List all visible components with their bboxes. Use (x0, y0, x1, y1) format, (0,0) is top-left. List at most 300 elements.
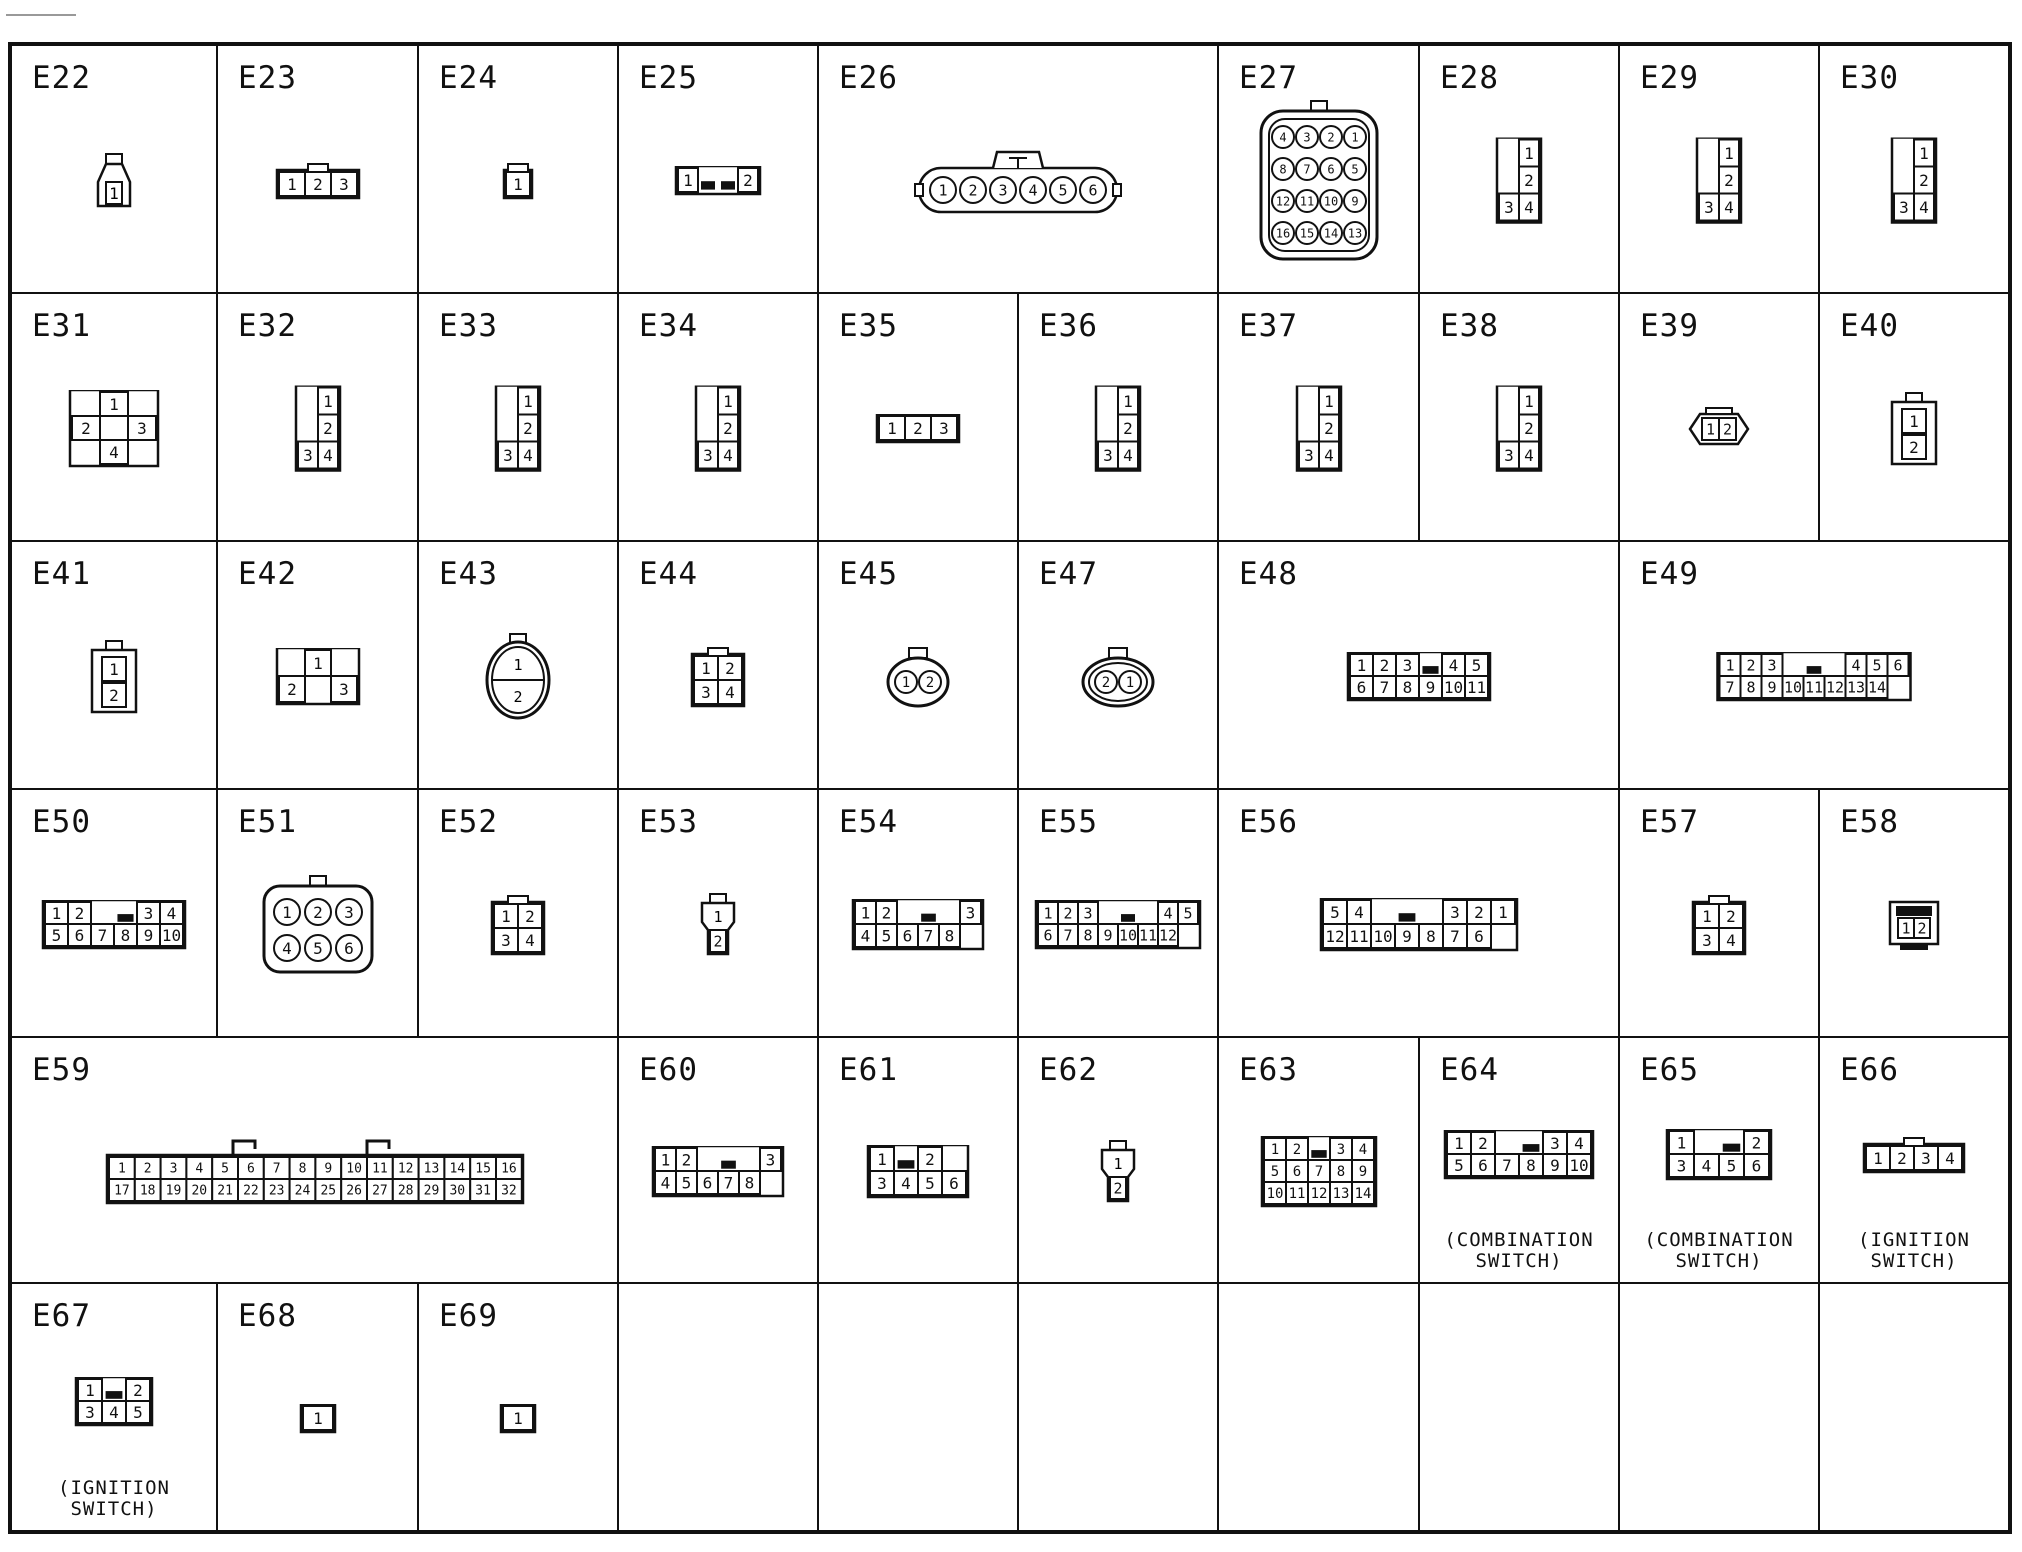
svg-text:2: 2 (322, 419, 333, 439)
connector-label: E54 (839, 804, 898, 840)
svg-text:9: 9 (1425, 678, 1435, 698)
latch-tab (106, 154, 122, 164)
svg-text:13: 13 (1347, 226, 1362, 241)
svg-text:3: 3 (302, 446, 313, 466)
pin-3 (498, 442, 518, 469)
svg-text:9: 9 (1550, 1156, 1560, 1176)
svg-text:7: 7 (97, 926, 108, 946)
connector-drawing-e52 (490, 894, 546, 956)
pin-4 (1846, 654, 1867, 676)
pin-1 (870, 1147, 894, 1171)
svg-text:9: 9 (1767, 678, 1777, 697)
connector-cell-e41 (12, 542, 218, 790)
connector-label: E40 (1840, 308, 1899, 344)
svg-text:4: 4 (1919, 198, 1929, 218)
connector-drawing-e41 (88, 639, 140, 715)
pin-circle (1320, 222, 1342, 244)
svg-text:6: 6 (1356, 678, 1366, 698)
pin-1 (1898, 918, 1914, 938)
pin-4 (1719, 194, 1739, 221)
pin-10 (1442, 676, 1465, 698)
pin-1 (503, 1406, 533, 1430)
svg-text:3: 3 (703, 446, 713, 466)
svg-text:7: 7 (1725, 678, 1735, 697)
svg-text:2: 2 (713, 932, 723, 951)
svg-text:2: 2 (312, 903, 323, 923)
connector-drawing-e45 (885, 646, 951, 708)
svg-text:2: 2 (1123, 419, 1133, 439)
pin-4 (894, 1171, 918, 1195)
connector-drawing-e30 (1890, 138, 1938, 225)
svg-text:4: 4 (1524, 446, 1534, 466)
svg-text:11: 11 (1804, 678, 1824, 697)
svg-text:2: 2 (1524, 419, 1534, 439)
svg-text:1: 1 (1043, 904, 1053, 923)
empty-cell (1019, 1284, 1219, 1530)
svg-text:3: 3 (765, 1150, 776, 1170)
svg-text:1: 1 (1901, 919, 1911, 938)
connector-drawing-e38 (1495, 386, 1543, 473)
pin-15 (470, 1157, 496, 1179)
pin-2 (1286, 1138, 1308, 1160)
svg-text:11: 11 (1348, 927, 1369, 947)
pin-7 (1308, 1160, 1330, 1182)
pin-2 (1890, 1146, 1914, 1170)
svg-text:1: 1 (312, 1409, 323, 1429)
pin-3 (1499, 442, 1519, 469)
pin-7 (1495, 1154, 1519, 1176)
pin-4 (1519, 442, 1539, 469)
connector-cell-e52 (419, 790, 619, 1038)
connector-drawing-e35 (875, 414, 961, 444)
connector-label: E57 (1640, 804, 1699, 840)
svg-text:2: 2 (723, 419, 733, 439)
svg-text:2: 2 (881, 903, 892, 923)
pin-2 (876, 901, 897, 924)
connector-cell-e40 (1820, 294, 2008, 542)
svg-text:2: 2 (1323, 419, 1334, 439)
svg-text:8: 8 (1336, 1164, 1345, 1181)
pin-4 (518, 928, 542, 952)
connector-label: E23 (238, 60, 297, 96)
svg-text:1: 1 (938, 181, 948, 200)
svg-text:7: 7 (723, 1173, 734, 1193)
svg-text:4: 4 (860, 926, 871, 946)
svg-text:7: 7 (1302, 162, 1311, 177)
svg-text:22: 22 (242, 1183, 259, 1199)
pin-11 (1347, 924, 1371, 948)
svg-text:1: 1 (1323, 392, 1334, 412)
svg-text:2: 2 (1524, 171, 1534, 191)
pin-2 (1467, 900, 1491, 924)
svg-text:1: 1 (1497, 903, 1508, 923)
svg-text:2: 2 (1726, 907, 1736, 927)
pin-8 (1419, 924, 1443, 948)
svg-text:4: 4 (166, 904, 177, 924)
svg-text:9: 9 (1401, 927, 1412, 947)
svg-text:2: 2 (1919, 171, 1929, 191)
svg-text:1: 1 (683, 171, 693, 191)
connector-label: E32 (238, 308, 297, 344)
svg-text:1: 1 (1350, 130, 1359, 145)
pin-6 (897, 924, 918, 947)
pin-2 (1902, 435, 1926, 459)
connector-label: E63 (1239, 1052, 1298, 1088)
connector-drawing-e60 (651, 1146, 785, 1198)
connector-cell-e51 (218, 790, 419, 1038)
connector-drawing-e29 (1695, 138, 1743, 225)
connector-label: E50 (32, 804, 91, 840)
connector-cell-e45 (819, 542, 1019, 790)
pin-11 (1286, 1182, 1308, 1204)
pin-5 (1264, 1160, 1286, 1182)
pin-2 (1319, 415, 1339, 442)
pin-1 (100, 392, 128, 416)
svg-text:2: 2 (286, 680, 297, 700)
connector-label: E59 (32, 1052, 91, 1088)
pin-4 (1519, 194, 1539, 221)
pin-9 (1762, 676, 1783, 698)
svg-text:3: 3 (85, 1403, 95, 1423)
connector-cell-e54 (819, 790, 1019, 1038)
pin-2 (1519, 415, 1539, 442)
pin-circle (990, 177, 1016, 203)
svg-text:10: 10 (1372, 927, 1393, 947)
pin-8 (1396, 676, 1419, 698)
pin-circle (1344, 222, 1366, 244)
pin-18 (134, 1179, 160, 1201)
pin-2 (1914, 167, 1934, 194)
svg-text:16: 16 (1275, 226, 1290, 241)
connector-drawing-e53 (698, 892, 738, 958)
connector-label: E28 (1440, 60, 1499, 96)
pin-7 (1443, 924, 1467, 948)
svg-text:20: 20 (190, 1183, 207, 1199)
pin-2 (1914, 918, 1930, 938)
connector-label: E31 (32, 308, 91, 344)
connector-label: E39 (1640, 308, 1699, 344)
pin-2 (1110, 1177, 1126, 1199)
svg-text:3: 3 (1550, 1134, 1560, 1154)
pin-2 (1719, 904, 1743, 928)
connector-drawing-e51 (260, 874, 376, 976)
connector-cell-e67 (12, 1284, 218, 1530)
pin-1 (1350, 654, 1373, 676)
pin-21 (212, 1179, 238, 1201)
pin-1 (1038, 902, 1058, 924)
svg-text:4: 4 (281, 939, 292, 959)
svg-text:2: 2 (1751, 1133, 1762, 1153)
svg-text:8: 8 (944, 926, 955, 946)
connector-cell-e24 (419, 46, 619, 294)
svg-text:1: 1 (1270, 1142, 1279, 1159)
pin-1 (1491, 900, 1515, 924)
latch-tab (1110, 1141, 1126, 1150)
pin-1 (1720, 654, 1741, 676)
pin-2 (72, 416, 100, 440)
pin-1 (305, 650, 331, 676)
svg-text:10: 10 (1266, 1186, 1283, 1203)
svg-text:5: 5 (1726, 1156, 1737, 1176)
empty-cell (619, 1284, 819, 1530)
connector-note: (COMBINATION SWITCH) (1644, 1229, 1794, 1272)
connector-grid (8, 42, 2012, 1534)
pin-9 (1395, 924, 1419, 948)
pin-28 (392, 1179, 418, 1201)
pin-2 (102, 683, 126, 707)
svg-text:4: 4 (901, 1174, 911, 1194)
svg-text:3: 3 (877, 1174, 887, 1194)
connector-label: E67 (32, 1298, 91, 1334)
svg-text:10: 10 (1443, 678, 1463, 698)
pin-2 (305, 172, 331, 196)
connector-drawing-e47 (1080, 646, 1156, 708)
svg-text:4: 4 (723, 446, 733, 466)
svg-text:2: 2 (1292, 1142, 1301, 1159)
pin-4 (160, 902, 183, 924)
svg-text:4: 4 (109, 443, 119, 463)
pin-3 (1396, 654, 1419, 676)
pin-7 (91, 924, 114, 946)
pin-circle (305, 935, 331, 961)
connector-label: E48 (1239, 556, 1298, 592)
pin-1 (494, 904, 518, 928)
pin-4 (1352, 1138, 1374, 1160)
pin-10 (1264, 1182, 1286, 1204)
pin-5 (1178, 902, 1198, 924)
pin-circle (1272, 126, 1294, 148)
svg-text:11: 11 (1299, 194, 1314, 209)
pin-8 (1519, 1154, 1543, 1176)
svg-text:6: 6 (246, 1161, 255, 1177)
pin-8 (739, 1171, 760, 1194)
connector-cell-e43 (419, 542, 619, 790)
empty-cell (1820, 1284, 2008, 1530)
svg-text:1: 1 (1702, 907, 1712, 927)
connector-label: E30 (1840, 60, 1899, 96)
svg-text:11: 11 (371, 1161, 388, 1177)
svg-text:15: 15 (474, 1161, 491, 1177)
empty-cell (1420, 1284, 1620, 1530)
connector-cell-e27 (1219, 46, 1420, 294)
pin-8 (1330, 1160, 1352, 1182)
connector-cell-e50 (12, 790, 218, 1038)
svg-text:14: 14 (1354, 1186, 1371, 1203)
svg-text:2: 2 (109, 686, 119, 706)
pin-10 (1783, 676, 1804, 698)
svg-text:1: 1 (513, 1409, 523, 1429)
pin-1 (1447, 1132, 1471, 1154)
svg-text:9: 9 (1103, 926, 1113, 945)
svg-text:2: 2 (925, 675, 935, 692)
pin-4 (100, 440, 128, 464)
svg-text:1: 1 (109, 395, 119, 415)
connector-cell-e65 (1620, 1038, 1820, 1284)
svg-text:4: 4 (1163, 904, 1173, 923)
svg-text:2: 2 (312, 175, 323, 195)
connector-label: E49 (1640, 556, 1699, 592)
svg-text:21: 21 (216, 1183, 233, 1199)
svg-text:3: 3 (1504, 446, 1514, 466)
pin-3 (1695, 928, 1719, 952)
connector-cell-e60 (619, 1038, 819, 1284)
pin-1 (1702, 418, 1719, 440)
svg-text:3: 3 (338, 680, 349, 700)
pin-1 (1319, 388, 1339, 415)
pin-1 (655, 1148, 676, 1171)
pin-3 (960, 901, 981, 924)
pin-1 (78, 1379, 102, 1401)
connector-drawing-e31 (68, 390, 160, 468)
svg-text:4: 4 (1358, 1142, 1367, 1159)
pin-4 (1719, 928, 1743, 952)
svg-text:2: 2 (1897, 1149, 1907, 1169)
svg-text:6: 6 (1473, 927, 1484, 947)
svg-text:3: 3 (1767, 656, 1777, 675)
svg-text:1: 1 (1705, 420, 1716, 439)
svg-text:8: 8 (1746, 678, 1756, 697)
svg-text:4: 4 (1448, 656, 1458, 676)
connector-drawing-e33 (494, 386, 542, 473)
svg-text:3: 3 (343, 903, 354, 923)
pin-4 (1319, 442, 1339, 469)
pin-3 (331, 676, 357, 702)
connector-label: E68 (238, 1298, 297, 1334)
pin-11 (1138, 924, 1158, 946)
connector-label: E52 (439, 804, 498, 840)
pin-3 (698, 442, 718, 469)
pin-circle (1320, 126, 1342, 148)
svg-text:2: 2 (725, 659, 735, 679)
connector-drawing-e34 (694, 386, 742, 473)
pin-circle (930, 177, 956, 203)
connector-drawing-e61 (866, 1145, 970, 1199)
svg-text:2: 2 (1379, 656, 1389, 676)
connector-cell-e58 (1820, 790, 2008, 1038)
svg-text:7: 7 (1379, 678, 1389, 698)
svg-text:3: 3 (1504, 198, 1514, 218)
connector-drawing-e44 (690, 646, 746, 708)
pin-10 (1371, 924, 1395, 948)
pin-circle (1344, 126, 1366, 148)
svg-text:1: 1 (1123, 392, 1133, 412)
svg-text:2: 2 (143, 1161, 152, 1177)
pin-3 (1443, 900, 1467, 924)
pin-3 (870, 1171, 894, 1195)
svg-text:13: 13 (1846, 678, 1866, 697)
pin-circle (1296, 190, 1318, 212)
svg-text:1: 1 (660, 1150, 671, 1170)
pin-4 (718, 680, 742, 704)
svg-text:5: 5 (51, 926, 62, 946)
pin-12 (1308, 1182, 1330, 1204)
empty-cell (1620, 1284, 1820, 1530)
pin-1 (45, 902, 68, 924)
connector-label: E25 (639, 60, 698, 96)
svg-text:10: 10 (1323, 194, 1338, 209)
connector-drawing-e39 (1684, 406, 1754, 452)
svg-text:1: 1 (901, 675, 911, 692)
connector-cell-e33 (419, 294, 619, 542)
svg-text:6: 6 (1292, 1164, 1301, 1181)
svg-text:1: 1 (501, 907, 511, 927)
svg-text:9: 9 (143, 926, 154, 946)
pin-circle (1050, 177, 1076, 203)
pin-8 (114, 924, 137, 946)
pin-3 (137, 902, 160, 924)
connector-label: E51 (238, 804, 297, 840)
svg-text:3: 3 (501, 931, 511, 951)
svg-text:8: 8 (1278, 162, 1287, 177)
connector-cell-e56 (1219, 790, 1620, 1038)
pin-16 (496, 1157, 522, 1179)
pin-9 (1419, 676, 1442, 698)
pin-10 (1118, 924, 1138, 946)
pin-circle (1320, 190, 1342, 212)
pin-1 (109, 1157, 135, 1179)
connector-label: E26 (839, 60, 898, 96)
pin-3 (1543, 1132, 1567, 1154)
svg-text:16: 16 (500, 1161, 517, 1177)
connector-drawing-e22 (92, 152, 136, 210)
svg-text:5: 5 (133, 1403, 143, 1423)
connector-cell-e48 (1219, 542, 1620, 790)
svg-text:2: 2 (1101, 675, 1111, 692)
connector-label: E41 (32, 556, 91, 592)
pin-2 (126, 1379, 150, 1401)
pin-2 (279, 676, 305, 702)
svg-text:2: 2 (1473, 903, 1484, 923)
svg-text:2: 2 (513, 688, 523, 707)
svg-text:14: 14 (1323, 226, 1338, 241)
svg-text:4: 4 (109, 1403, 119, 1423)
pin-6 (68, 924, 91, 946)
svg-text:5: 5 (1270, 1164, 1279, 1181)
svg-text:1: 1 (117, 1161, 126, 1177)
pin-4 (102, 1401, 126, 1423)
connector-label: E43 (439, 556, 498, 592)
pin-6 (1471, 1154, 1495, 1176)
svg-text:2: 2 (913, 419, 923, 439)
svg-text:11: 11 (1466, 678, 1486, 698)
pin-circle (1272, 158, 1294, 180)
latch-tab (1906, 393, 1922, 402)
pin-5 (1447, 1154, 1471, 1176)
svg-text:10: 10 (1118, 926, 1138, 945)
connector-cell-e63 (1219, 1038, 1420, 1284)
pin-13 (1846, 676, 1867, 698)
connector-label: E27 (1239, 60, 1298, 96)
connector-drawing-e57 (1691, 894, 1747, 956)
svg-text:3: 3 (701, 683, 711, 703)
pin-13 (418, 1157, 444, 1179)
connector-cell-e53 (619, 790, 819, 1038)
svg-text:4: 4 (1353, 903, 1364, 923)
svg-text:6: 6 (1751, 1156, 1762, 1176)
svg-text:2: 2 (525, 907, 535, 927)
pin-circle (1272, 222, 1294, 244)
connector-drawing-e25 (674, 166, 762, 196)
svg-text:4: 4 (1726, 931, 1736, 951)
svg-text:2: 2 (1113, 1179, 1123, 1198)
connector-label: E34 (639, 308, 698, 344)
svg-text:2: 2 (74, 904, 85, 924)
pin-1 (718, 388, 738, 415)
pin-8 (289, 1157, 315, 1179)
pin-2 (518, 904, 542, 928)
svg-text:3: 3 (1083, 904, 1093, 923)
pin-2 (1719, 418, 1736, 440)
